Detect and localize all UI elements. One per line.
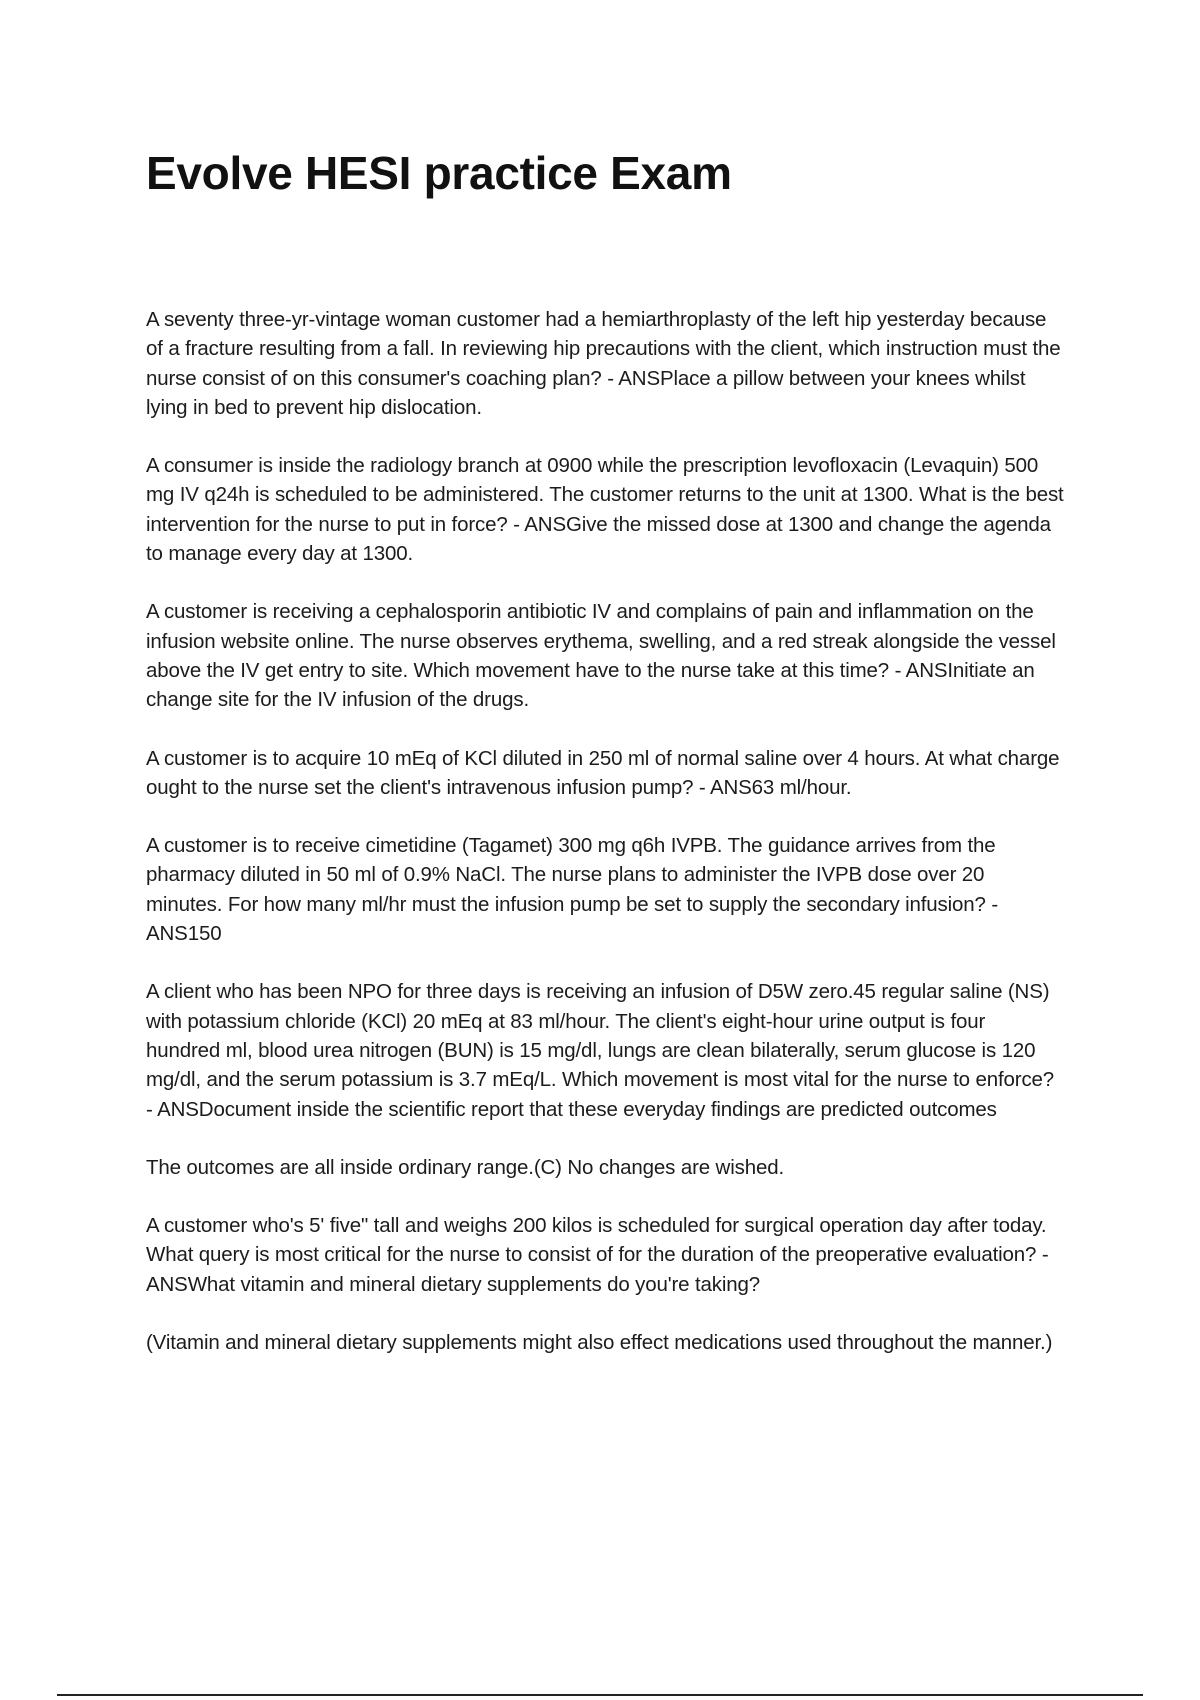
note-paragraph-9: (Vitamin and mineral dietary supplements might also effect medications used throughout the manner.) <box>146 1331 1053 1355</box>
document-title: Evolve HESI practice Exam <box>146 147 732 199</box>
document-body <box>146 305 1064 1386</box>
question-paragraph-2: A consumer is inside the radiology branch at 0900 while the prescription levofloxacin (Levaquin) 500 mg IV q24h is scheduled to be administered. The customer returns to the unit at 1300. What is the best intervention for the nurse to put in force? - ANSGive the missed dose at 1300 and change the agenda to manage every day at 1300. <box>146 454 1064 566</box>
question-paragraph-5: A customer is to receive cimetidine (Tagamet) 300 mg q6h IVPB. The guidance arrives from the pharmacy diluted in 50 ml of 0.9% NaCl. The nurse plans to administer the IVPB dose over 20 minutes. For how many ml/hr must the infusion pump be set to supply the secondary infusion? - ANS150 <box>146 834 999 946</box>
question-paragraph-3: A customer is receiving a cephalosporin antibiotic IV and complains of pain and inflammation on the infusion website online. The nurse observes erythema, swelling, and a red streak alongside the vessel above the IV get entry to site. Which movement have to the nurse take at this time? - ANSInitiate an change site for the IV infusion of the drugs. <box>146 600 1056 712</box>
question-paragraph-8: A customer who's 5' five" tall and weighs 200 kilos is scheduled for surgical operation day after today. What query is most critical for the nurse to consist of for the duration of the preoperative evaluation? - ANSWhat vitamin and mineral dietary supplements do you're taking? <box>146 1214 1049 1296</box>
note-paragraph-7: The outcomes are all inside ordinary range.(C) No changes are wished. <box>146 1155 785 1179</box>
footer-divider <box>57 1694 1143 1696</box>
question-paragraph-1: A seventy three-yr-vintage woman customer had a hemiarthroplasty of the left hip yesterday because of a fracture resulting from a fall. In reviewing hip precautions with the client, which instruction must the nurse consist of on this consumer's coaching plan? - ANSPlace a pillow between your knees whilst lying in bed to prevent hip dislocation. <box>146 308 1061 419</box>
question-paragraph-4: A customer is to acquire 10 mEq of KCl diluted in 250 ml of normal saline over 4 hours. At what charge ought to the nurse set the client's intravenous infusion pump? - ANS63 ml/hour. <box>146 746 1060 799</box>
question-paragraph-6: A client who has been NPO for three days is receiving an infusion of D5W zero.45 regular saline (NS) with potassium chloride (KCl) 20 mEq at 83 ml/hour. The client's eight-hour urine output is four hundred ml, blood urea nitrogen (BUN) is 15 mg/dl, lungs are clean bilaterally, serum glucose is 120 mg/dl, and the serum potassium is 3.7 mEq/L. Which movement is most vital for the nurse to enforce? - ANSDocument inside the scientific report that these everyday findings are predicted outcomes <box>146 980 1055 1121</box>
